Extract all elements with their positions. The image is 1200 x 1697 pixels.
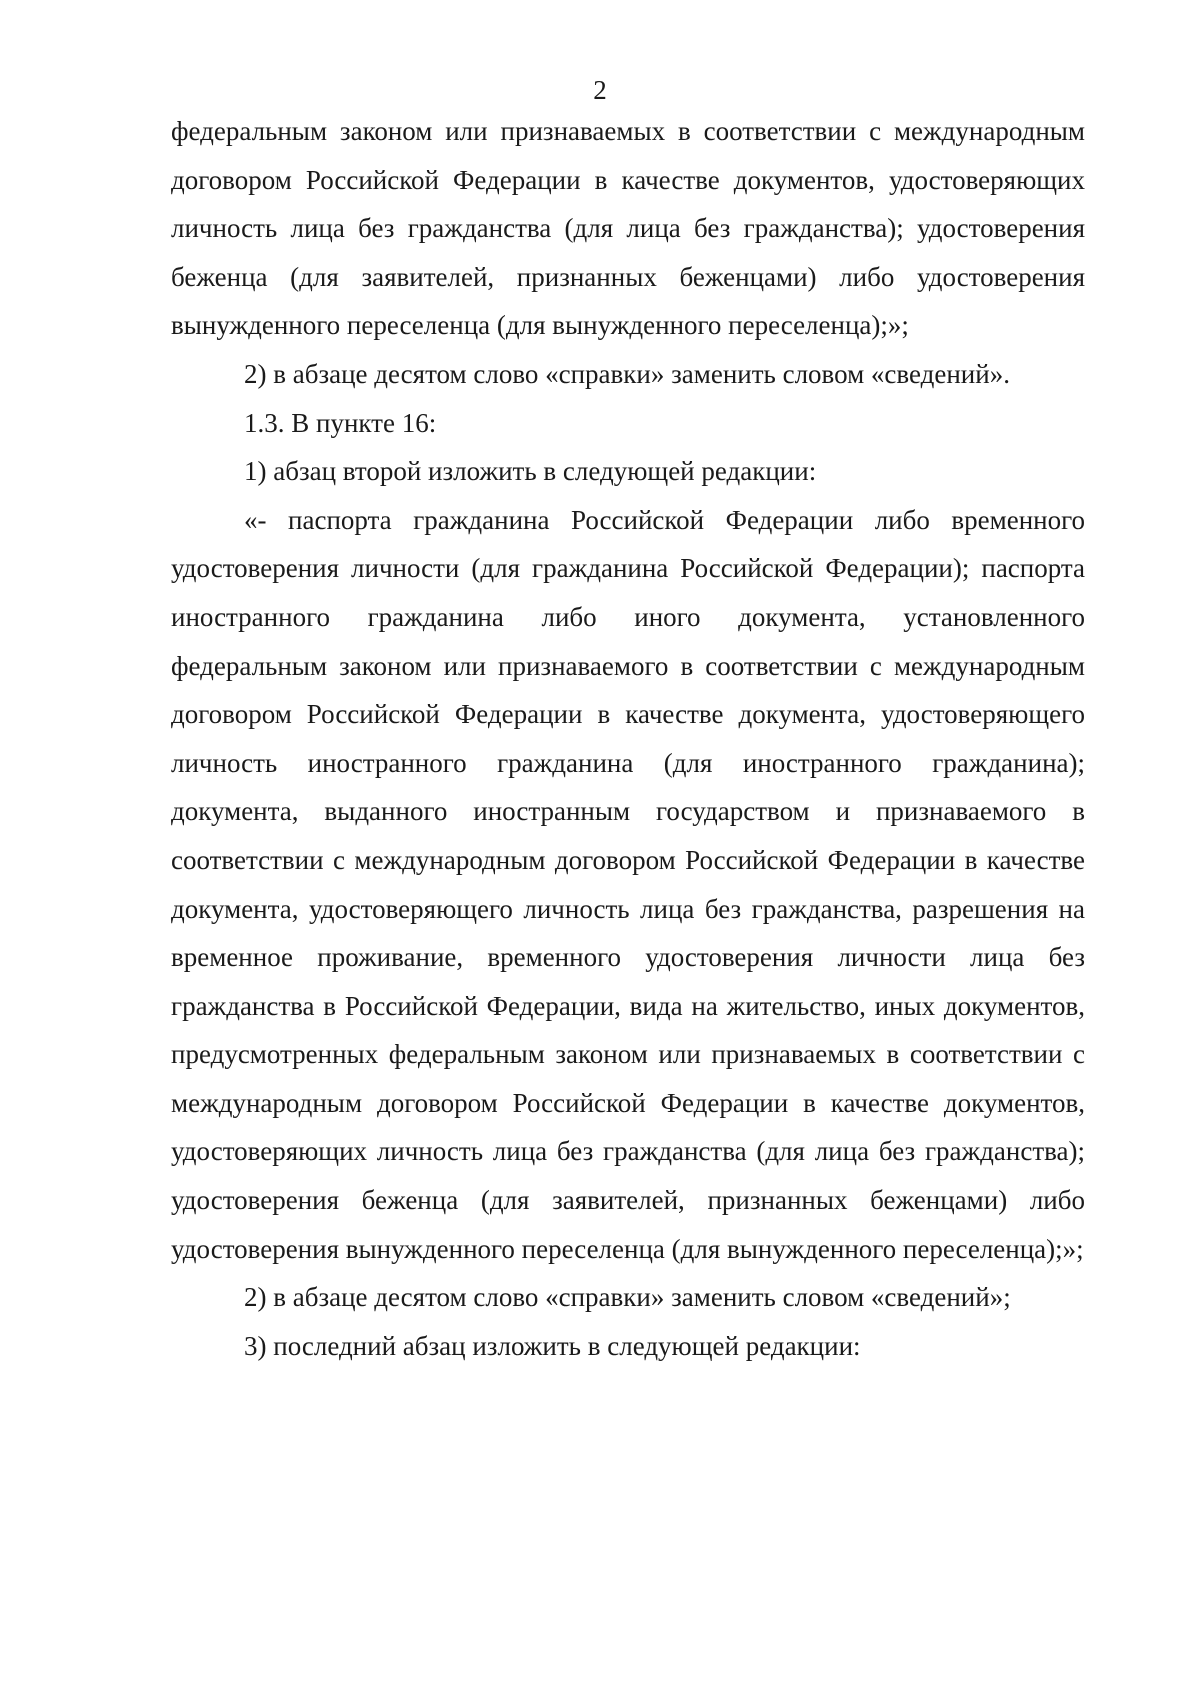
- paragraph-item-3-last-abzac: 3) последний абзац изложить в следующей редакции:: [244, 1330, 861, 1361]
- page-number: 2: [593, 75, 607, 105]
- paragraph-item-2-replace-spravki-second: 2) в абзаце десятом слово «справки» заменить словом «сведений»;: [244, 1282, 1011, 1313]
- paragraph-continuation: федеральным законом или признаваемых в соответствии с международным договором Российской Федерации в качестве документов, удостоверяющих личность лица без гражданства (для лица без гражданства); удостоверения беженца (для заявителей, признанных беженцами) либо удостоверения вынужденного переселенца (для вынужденного переселенца);»;: [171, 116, 1085, 341]
- paragraph-item-1-second-abzac: 1) абзац второй изложить в следующей редакции:: [244, 456, 817, 487]
- paragraph-item-2-replace-spravki: 2) в абзаце десятом слово «справки» заменить словом «сведений».: [244, 358, 1010, 389]
- paragraph-quoted-new-text: «- паспорта гражданина Российской Федерации либо временного удостоверения личности (для гражданина Российской Федерации); паспорта иностранного гражданина либо иного документа, установленного федеральным законом или признаваемого в соответствии с международным договором Российской Федерации в качестве документа, удостоверяющего личность иностранного гражданина (для иностранного гражданина); документа, выданного иностранным государством и признаваемого в соответствии с международным договором Российской Федерации в качестве документа, удостоверяющего личность лица без гражданства, разрешения на временное проживание, временного удостоверения личности лица без гражданства в Российской Федерации, вида на жительство, иных документов, предусмотренных федеральным законом или признаваемых в соответствии с международным договором Российской Федерации в качестве документов, удостоверяющих личность лица без гражданства (для лица без гражданства); удостоверения беженца (для заявителей, признанных беженцами) либо удостоверения вынужденного переселенца (для вынужденного переселенца);»;: [171, 504, 1085, 1264]
- paragraph-section-1-3: 1.3. В пункте 16:: [244, 407, 437, 438]
- document-body: [171, 107, 1085, 1370]
